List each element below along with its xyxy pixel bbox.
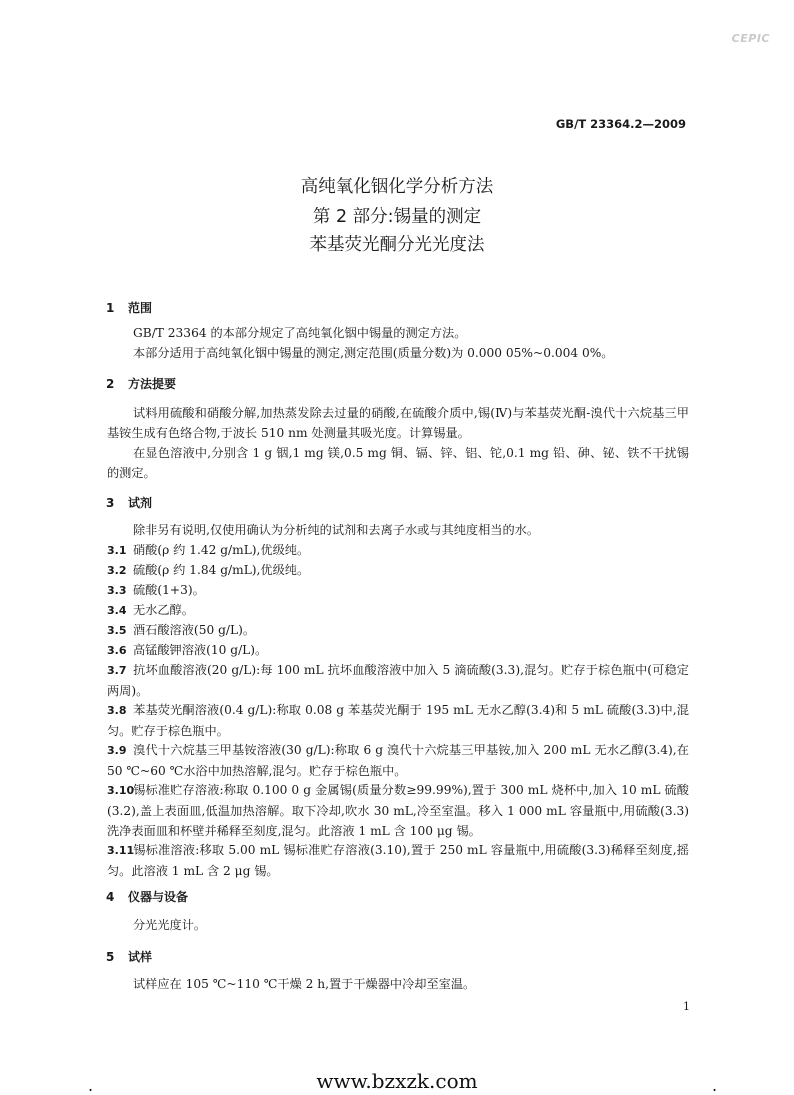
- item-text: 硫酸(ρ 约 1.84 g/mL),优级纯。: [133, 563, 310, 577]
- principle-paragraph-1: 试料用硫酸和硝酸分解,加热蒸发除去过量的硝酸,在硫酸介质中,锡(Ⅳ)与苯基荧光酮-溴代十六烷基三甲基铵生成有色络合物,于波长 510 nm 处测量其吸光度。计算锡量。: [107, 406, 689, 440]
- document-method: 苯基荧光酮分光光度法: [309, 235, 485, 255]
- item-text: 酒石酸溶液(50 g/L)。: [133, 623, 256, 637]
- footer-dot-left: .: [88, 1076, 94, 1095]
- item-number: 3.1: [107, 544, 127, 557]
- item-number: 3.4: [107, 604, 127, 617]
- reagent-item: [107, 540, 689, 561]
- watermark-logo: CEPIC: [731, 32, 770, 45]
- document-subtitle: 第 2 部分:锡量的测定: [312, 207, 482, 227]
- item-number: 3.7: [107, 664, 127, 677]
- section-heading-apparatus: [106, 888, 188, 905]
- item-text: 锡标准溶液:移取 5.00 mL 锡标准贮存溶液(3.10),置于 250 mL 容量瓶中,用硫酸(3.3)稀释至刻度,摇匀。此溶液 1 mL 含 2 μg 锡。: [107, 843, 689, 878]
- item-number: 3.2: [107, 564, 127, 577]
- section-heading-principle: [106, 375, 176, 392]
- reagent-item: [107, 600, 689, 621]
- item-text: 抗坏血酸溶液(20 g/L):每 100 mL 抗坏血酸溶液中加入 5 滴硫酸(3.3),混匀。贮存于棕色瓶中(可稳定两周)。: [107, 663, 689, 698]
- section-title: 试样: [128, 950, 153, 964]
- item-text: 溴代十六烷基三甲基铵溶液(30 g/L):称取 6 g 溴代十六烷基三甲基铵,加入 200 mL 无水乙醇(3.4),在 50 ℃~60 ℃水浴中加热溶解,混匀。贮存于棕色瓶中。: [107, 743, 689, 778]
- reagent-item: [107, 660, 689, 701]
- footer-dot-right: .: [712, 1076, 718, 1095]
- section-title: 仪器与设备: [128, 890, 189, 904]
- reagent-item: [107, 560, 689, 581]
- section-number: 5: [106, 950, 115, 964]
- reagents-intro: 除非另有说明,仅使用确认为分析纯的试剂和去离子水或与其纯度相当的水。: [133, 523, 540, 537]
- section-title: 试剂: [128, 496, 153, 510]
- reagent-item: [107, 780, 689, 841]
- item-number: 3.8: [107, 704, 127, 717]
- apparatus-paragraph: 分光光度计。: [133, 918, 207, 932]
- item-number: 3.6: [107, 644, 127, 657]
- item-text: 硫酸(1+3)。: [133, 583, 205, 597]
- document-title: 高纯氧化铟化学分析方法: [300, 177, 494, 197]
- principle-paragraph-2: 在显色溶液中,分别含 1 g 铟,1 mg 镁,0.5 mg 铜、镉、锌、铝、铊,0.1 mg 铅、砷、铋、铁不干扰锡的测定。: [107, 446, 689, 480]
- item-number: 3.11: [107, 844, 135, 857]
- sample-paragraph: 试样应在 105 ℃~110 ℃干燥 2 h,置于干燥器中冷却至室温。: [133, 977, 476, 991]
- item-text: 无水乙醇。: [133, 603, 194, 617]
- section-number: 4: [106, 890, 115, 904]
- section-number: 2: [106, 377, 115, 391]
- section-number: 3: [106, 496, 115, 510]
- standard-number: GB/T 23364.2—2009: [555, 117, 686, 131]
- section-heading-scope: [106, 299, 152, 316]
- item-number: 3.9: [107, 744, 127, 757]
- section-heading-sample: [106, 948, 152, 965]
- reagent-item: [107, 840, 689, 881]
- item-text: 硝酸(ρ 约 1.42 g/mL),优级纯。: [133, 543, 310, 557]
- reagent-item: [107, 640, 689, 661]
- reagent-item: [107, 580, 689, 601]
- item-number: 3.3: [107, 584, 127, 597]
- footer-website: www.bzxzk.com: [316, 1069, 478, 1093]
- scope-paragraph-2: 本部分适用于高纯氧化铟中锡量的测定,测定范围(质量分数)为 0.000 05%~0.004 0%。: [133, 346, 614, 360]
- item-text: 锡标准贮存溶液:称取 0.100 0 g 金属锡(质量分数≥99.99%),置于 300 mL 烧杯中,加入 10 mL 硫酸(3.2),盖上表面皿,低温加热溶解。取下冷却,吹水 30 mL,冷至室温。移入 1 000 mL 容量瓶中,用硫酸(3.3)洗净表面皿和杯壁并稀释至刻度,混匀。此溶液 1 mL 含 100 μg 锡。: [107, 783, 689, 838]
- reagent-item: [107, 700, 689, 741]
- item-text: 苯基荧光酮溶液(0.4 g/L):称取 0.08 g 苯基荧光酮于 195 mL 无水乙醇(3.4)和 5 mL 硫酸(3.3)中,混匀。贮存于棕色瓶中。: [107, 703, 689, 738]
- reagent-item: [107, 740, 689, 781]
- item-number: 3.10: [107, 784, 135, 797]
- page-number: 1: [683, 1000, 690, 1013]
- scope-paragraph-1: GB/T 23364 的本部分规定了高纯氧化铟中锡量的测定方法。: [133, 326, 467, 340]
- section-title: 范围: [128, 301, 153, 315]
- section-heading-reagents: [106, 494, 152, 511]
- section-title: 方法提要: [128, 377, 177, 391]
- item-text: 高锰酸钾溶液(10 g/L)。: [133, 643, 268, 657]
- section-number: 1: [106, 301, 115, 315]
- item-number: 3.5: [107, 624, 127, 637]
- reagent-item: [107, 620, 689, 641]
